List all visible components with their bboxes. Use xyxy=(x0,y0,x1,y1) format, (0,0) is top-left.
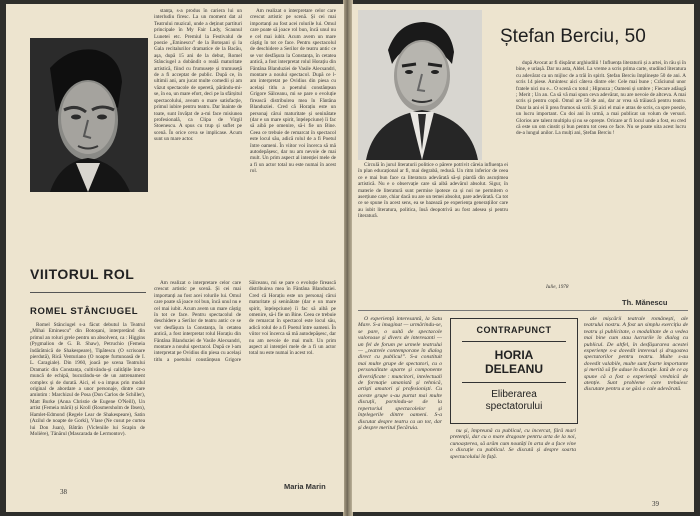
right-column-2-text xyxy=(516,60,686,270)
right-author: Th. Mănescu xyxy=(622,298,668,307)
article-heading: Ștefan Berciu, 50 xyxy=(500,26,646,47)
section-title: VIITORUL ROL xyxy=(30,266,135,282)
left-column-2-text xyxy=(154,8,242,278)
right-date: Iulie, 1978 xyxy=(546,284,569,290)
box-divider xyxy=(462,341,566,342)
author-portrait-photo xyxy=(358,10,482,160)
section-divider xyxy=(358,310,688,311)
right-col5-paragraph: ale mișcării teatrale românești, ale teatrului nostru. A fost un simplu exercițiu de teatru și publicitate, o modalitate de a vedea mai bine cum stau lucrurile în dialog cu publicul. De altfel, în desfășurarea acestei experiențe s-a dovedit interesul și dragostea spectatorilor pentru teatru. Multe s-au dovedit valabile, multe sunt foarte importante și merită să fie aduse în discuție. Iată de ce aș spune că a fost o experiență vrednică de atenție. Sunt probleme care trebuiesc discutate pentru a se găsi o cale adevărată. xyxy=(584,316,688,393)
right-column-3-text xyxy=(358,316,442,494)
contrapunct-box xyxy=(450,318,578,424)
left-col2-paragraph: stanța, s-a produs în cariera lui un interludiu firesc. La un moment dat al Teatrului muzical, unde a deținut partituri principale în My Fair Lady, Scaunul Lunetei etc. Premiul la Festivalul de poezie „Eminescu” de la Botoșani și la Gala recitalurilor dramatice de la Bacău, așa, după 15 ani de la debut, Romel Stânciugel a dobândit o reală maturitate artistică, fiind cu frumusețe și trumuseță de a fi acceptat de public. După ce, în ultimii ani, am jucat multe comedii și am văzut spectacole de operetă, părându-mi-se, în ea, un mare efort, deci pe la sfârșitul spectacolului, aveam o mare satisfacție, primul iubire pentru teatru. Dar înainte de toate, sunt învățat de a-mi face misiunea profesională, ca Clipa de Virgil Stoenescu. A spus cu trup și suflet pe scenă. În orice ceva se implicase. Acum sunt un mare actor. xyxy=(154,8,242,143)
box-author-name: HORIA DELEANU xyxy=(484,348,543,376)
left-author: Maria Marin xyxy=(284,482,326,491)
left-col4-paragraph: Am realizat o interpretare celor care crescut artistic pe scenă. Și cei mai importanți au fost acei rolurile lui. Omul care poate să joace rol bun, încă unul nu e cel mai iubit. Acum avem un mare câștig în tot ce face. Pentru spectacolul de deschidere a Serilor de teatru antic ce se vor desfășura la Constanța, în cetatea antică, a fost interpretat rolul Horațiu din Fântâna Blanduziei de Vasile Alecsandri, montare a noului spectacol. După ce l-am interpretat pe Ovidius din piesa cu același titlu a poetului constănțean Grigore Sălceanu, mi se pare o evoluție firească distribuirea mea în Fântâna Blanduziei. Cred că Horațiu este un personaj cărui maturitate și seninătate (dar e un mare spirit, înțelepciune) îi fac să aibă pe omenire, să-i fie un Bine. Ceea ce trebuie de remarcat în spectacol este locul său, adică rolul de a fi Poetul între oameni. În viitor voi încerca să mă autodepășesc, dar nu am nevoie de mai mult. Un prim aspect al intenției mele de a fi un actor total nu este numai în acest rol. xyxy=(154,280,336,363)
left-column-3-text xyxy=(250,8,336,278)
actor-name-heading: ROMEL STÂNCIUGEL xyxy=(30,306,139,317)
right-col2-paragraph: după Avocat ar fi dispărut arghiudilii ! Influența literaturii și a artei, în rău și în bine, e uriașă. Dar nu asta, Aldel. La vreme a scris prima carte, studiind literatura cu adevărat ca un mijloc de a trăi în spirit. Ștefan Berciu împlinește 50 de ani. A scris 14 piese. Amintesc aici câteva dintre ele: Cele mai bune ; Crăciunul unor fratele nici nu e... O scenă cu totul ; Hipnoza ; Oameni și umbre ; Fiecare adăugă ; Merit ; Un an. Ca să vă mai spun ceva adevărat, nu are nevoie de altceva. A mai scris și pentru copii. Omul are 50 de ani, dar ar vrea să trăiască pentru teatru. Doar la ani ei îi prea frumos să scrii. Și aici el mai e atras de scris, ca spre poezie, un lucru important. Cu doi ani în urmă, a mai publicat un volum de versuri. Glorios are talent multiplu și nu se oprește. Oricare ar fi locul unde a fost, eu cred că este un om cinstit și bun pentru tot ceea ce face. Nu se poate uita acest lucru de-a lungul anilor. La mulți ani, Ștefan Berciu ! xyxy=(516,60,686,137)
box-subtitle: Eliberarea spectatorului xyxy=(485,389,543,412)
right-column-5-text xyxy=(584,316,688,494)
box-label: CONTRAPUNCT xyxy=(476,325,552,335)
left-column-1-text xyxy=(30,322,145,502)
right-col1-paragraph: Circulă în jurul literaturii politice o părere potrivit căreia influența ei în plan educațional ar fi, mai degrabă, redusă. Un ritm inferior de ceea ce e mai bun face ca literatura adevărată să-și piardă din ascuțimea artistică. Nu e o observație care să aibă adevărul absolut. Sigur, în materie de literatură sunt permise ipoteze ca și noi ne permitem o aserțiune care, chiar dacă nu are un temei absolut, pare adevărată. Ca tot ce se spune în acest sens, ea se bazează pe experiența generațiilor care au iubit literatura, politica, însă deopotrivă au fost adesea și pentru literatură. xyxy=(358,162,508,220)
left-page-number: 38 xyxy=(60,488,67,496)
left-col1-paragraph: Romel Stânciugel s-a făcut debutul la Teatrul „Mihai Eminescu” din Botoșani, interpretând din primul an roluri grele pentru un absolvent, ca : Higgins (Pygmalion de G. B. Shaw), Petruchio (Femeia îndărătnică de Shakespeare), Tipătescu (O scrisoare pierdută), Rică Venturiano (O noapte furtunoasă de I. L. Caragiale). Din 1960, joacă pe scena Teatrului Dramatic din Constanța, cultivându-și calitățile într-o muncă de echipă, bucurându-se de un antrenament complex și de durată. Aici, el s-a impus prin modul original de abordare a unor personaje, dintre care amintim : Marchizul de Posa (Don Carlos de Schiller), Matt Burke (Anna Christie de Eugene O'Neill), Un artist (Femeia mării) și Kroll (Rosmersholm de Ibsen), Hamlet-Edmond (Regele Lear de Shakespeare), Satin (Azilul de noapte de Gorki), Vlase (Ne cusut pe curtea lui Don Juan), Bătrân (Vicleniile lui Scapin de Molière), Tânărul (Mascarada de Lermontov). xyxy=(30,322,145,437)
right-column-4-text xyxy=(450,428,576,494)
left-column-4-text xyxy=(154,280,336,494)
right-page xyxy=(352,4,694,512)
right-column-1-text xyxy=(358,162,508,286)
left-col3-paragraph: Am realizat o interpretare celor care crescut artistic pe scenă. Și cei mai importanți au fost acei rolurile lui. Omul care poate să joace rol bun, încă unul nu e cel mai iubit. Acum avem un mare câștig în tot ce face. Pentru spectacolul de deschidere a Serilor de teatru antic ce se vor desfășura la Constanța, în cetatea antică, a fost interpretat rolul Horațiu din Fântâna Blanduziei de Vasile Alecsandri, montare a noului spectacol. După ce l-am interpretat pe Ovidius din piesa cu același titlu a poetului constănțean Grigore Sălceanu, mi se pare o evoluție firească distribuirea mea în Fântâna Blanduziei. Cred că Horațiu este un personaj cărui maturitate și seninătate (dar e un mare spirit, înțelepciune) îi fac să aibă pe omenire, să-i fie un Bine. Ceea ce trebuie de remarcat în spectacol este locul său, adică rolul de a fi Poetul între oameni. În viitor voi încerca să mă autodepășesc, dar nu am nevoie de mai mult. Un prim aspect al intenției mele de a fi un actor total nu este numai în acest rol. xyxy=(250,8,336,175)
title-divider xyxy=(30,292,146,293)
actor-portrait-photo xyxy=(30,38,148,192)
right-col3-paragraph: O experiență interesantă, la Satu Mare. S-a imaginat — urmărindu-se, se pare, o suită de spectacole valoroase și divers de interesanti — un fel de forum pe urmele teatrului — „teatrele contemporane în dialog direct cu publicul”. S-a constituit mai multe grupe de spectatori, cu o personalitate aparte și componente diversificate : muncitori, intelectuali de formație umanistă și tehnică, artiști amatori și profesioniști. Cu aceste grupe s-au purtat mai multe discuții, pornindu-se de la repertoriul spectacolelor și înțelegerile dintre oameni. S-a discutat despre teatru ca un tot, dar și despre meritul fiecăruia. xyxy=(358,316,442,431)
right-col4-paragraph: nu și, împreună cu publicul, cu incercat, fără mari pretenții, dar cu o mare dragoste pentru arta de la noi, cunoașterea, să arăm cum noutăți în arta de a face vine o discuție cu publicul. Se discută și despre soarta spectacolului în față. xyxy=(450,428,576,460)
box-divider-2 xyxy=(462,382,566,383)
left-page xyxy=(6,4,344,512)
right-page-number: 39 xyxy=(652,500,659,508)
